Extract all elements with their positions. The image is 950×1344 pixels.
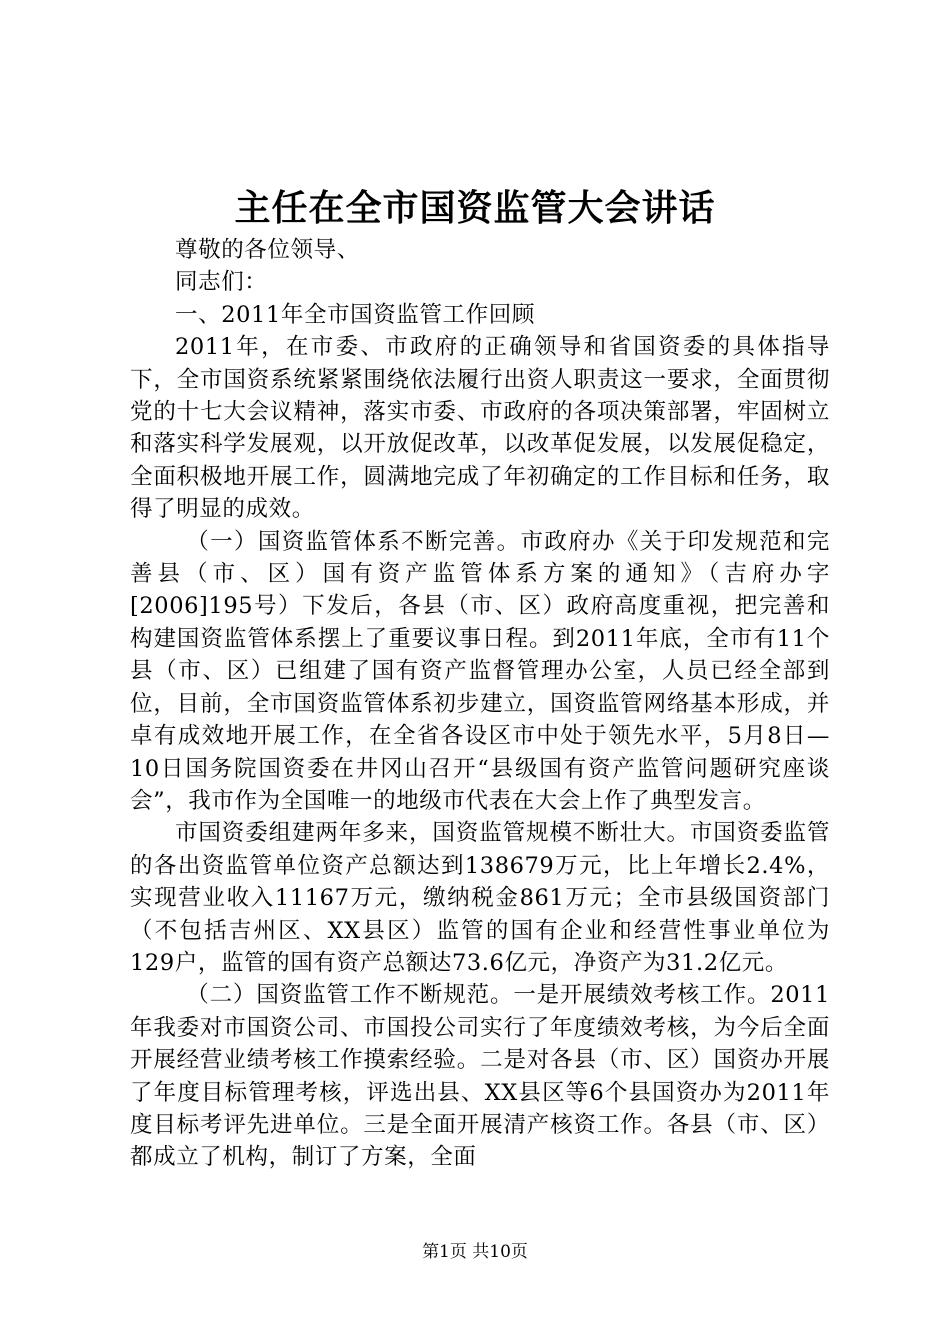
salutation-line-2: 同志们： — [175, 269, 268, 296]
section-heading: 一、2011年全市国资监管工作回顾 — [175, 301, 535, 328]
page-footer: 第1页 共10页 — [422, 1242, 528, 1262]
paragraph-1: 2011年，在市委、市政府的正确领导和省国资委的具体指导下，全市国资系统紧紧围绕依法履行出资人职责这一要求，全面贯彻党的十七大会议精神，落实市委、市政府的各项决策部署，牢固树立和落实科学发展观，以开放促改革，以改革促发展，以发展促稳定，全面积极地开展工作，圆满地完成了年初确定的工作目标和任务，取得了明显的成效。 — [130, 334, 830, 523]
document-body — [130, 234, 830, 1174]
paragraph-3: 市国资委组建两年多来，国资监管规模不断壮大。市国资委监管的各出资监管单位资产总额达到138679万元，比上年增长2.4%，实现营业收入11167万元，缴纳税金861万元；全市县级国资部门（不包括吉州区、XX县区）监管的国有企业和经营性事业单位为129户，监管的国有资产总额达73.6亿元，净资产为31.2亿元。 — [130, 820, 830, 976]
paragraph-2: （一）国资监管体系不断完善。市政府办《关于印发规范和完善县（市、区）国有资产监管体系方案的通知》（吉府办字[2006]195号）下发后，各县（市、区）政府高度重视，把完善和构建国资监管体系摆上了重要议事日程。到2011年底，全市有11个县（市、区）已组建了国有资产监督管理办公室，人员已经全部到位，目前，全市国资监管体系初步建立，国资监管网络基本形成，并卓有成效地开展工作，在全省各设区市中处于领先水平，5月8日—10日国务院国资委在井冈山召开“县级国有资产监管问题研究座谈会”，我市作为全国唯一的地级市代表在大会上作了典型发言。 — [130, 528, 830, 814]
document-title: 主任在全市国资监管大会讲话 — [234, 187, 716, 229]
salutation-line-1: 尊敬的各位领导、 — [175, 237, 360, 263]
paragraph-4: （二）国资监管工作不断规范。一是开展绩效考核工作。2011年我委对市国资公司、市国投公司实行了年度绩效考核，为今后全面开展经营业绩考核工作摸索经验。二是对各县（市、区）国资办开展了年度目标管理考核，评选出县、XX县区等6个县国资办为2011年度目标考评先进单位。三是全面开展清产核资工作。各县（市、区）都成立了机构，制订了方案，全面 — [130, 982, 830, 1171]
